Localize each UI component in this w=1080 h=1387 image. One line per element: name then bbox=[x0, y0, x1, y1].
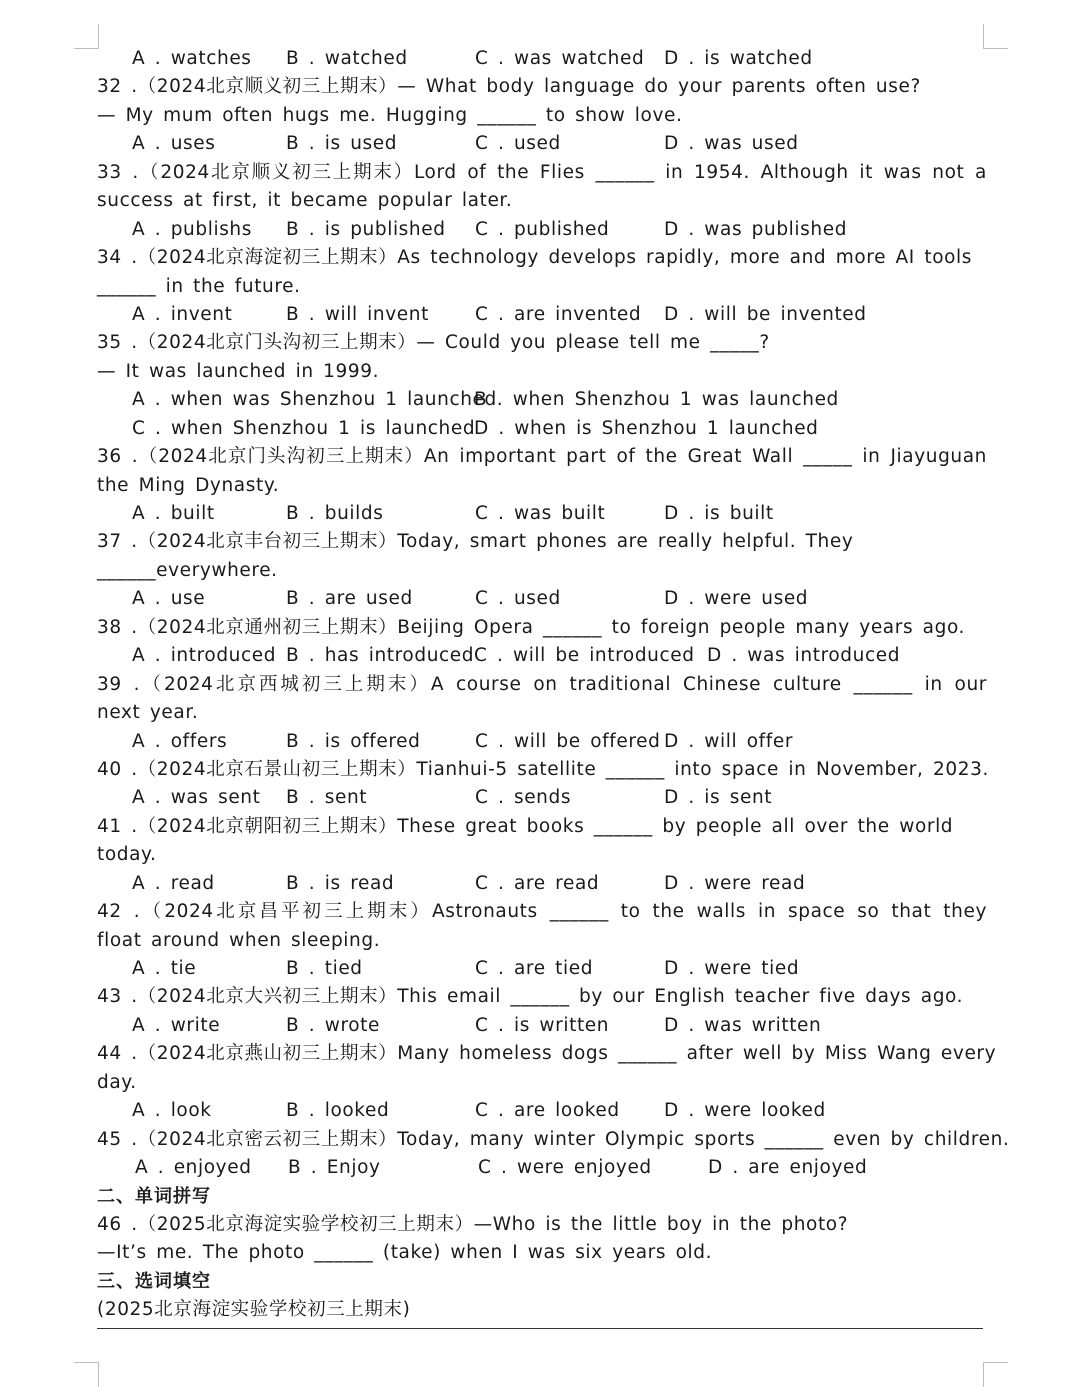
answer-option: D . was used bbox=[664, 133, 799, 155]
answer-options bbox=[97, 130, 987, 158]
answer-option: C . will be introduced bbox=[474, 645, 695, 667]
answer-option: C . are read bbox=[475, 872, 600, 894]
crop-mark-bottom-left bbox=[74, 1362, 99, 1387]
answer-option: B . will invent bbox=[286, 303, 429, 325]
question-text: — It was launched in 1999. bbox=[97, 360, 380, 382]
answer-option: D . will be invented bbox=[664, 303, 867, 325]
answer-options bbox=[97, 642, 987, 670]
answer-option: C . are looked bbox=[475, 1100, 620, 1122]
answer-option: A . use bbox=[132, 588, 206, 610]
crop-mark-bottom-right bbox=[983, 1362, 1008, 1387]
answer-options bbox=[97, 784, 987, 812]
answer-option: A . when was Shenzhou 1 launched bbox=[132, 389, 497, 411]
answer-option: D . is built bbox=[664, 503, 774, 524]
answer-option: B . when Shenzhou 1 was launched bbox=[474, 389, 839, 411]
answer-option: B . builds bbox=[286, 503, 384, 524]
answer-option: B . wrote bbox=[286, 1014, 381, 1036]
document-body bbox=[97, 45, 1010, 1325]
answer-option: A . offers bbox=[132, 730, 228, 752]
answer-options bbox=[97, 728, 987, 756]
question-text: day. bbox=[97, 1071, 137, 1093]
answer-option: A . write bbox=[132, 1014, 221, 1036]
answer-option: C . was watched bbox=[475, 48, 645, 69]
answer-option: C . published bbox=[475, 218, 610, 240]
question-text: 46 .（2025北京海淀实验学校初三上期末）—Who is the little boy in the photo? bbox=[97, 1213, 849, 1235]
answer-option: D . when is Shenzhou 1 launched bbox=[474, 417, 819, 439]
answer-option: C . were enjoyed bbox=[478, 1157, 652, 1179]
answer-option: B . has introduced bbox=[286, 645, 475, 667]
question-text: 41 .（2024北京朝阳初三上期末）These great books ______ by people all over the world bbox=[97, 815, 954, 837]
section-heading: 三、选词填空 bbox=[97, 1270, 211, 1292]
answer-options bbox=[97, 1012, 987, 1040]
question-text: next year. bbox=[97, 702, 199, 724]
question-text: 33 .（2024北京顺义初三上期末）Lord of the Flies ______ in 1954. Although it was not a bbox=[97, 161, 987, 183]
answer-option: A . enjoyed bbox=[135, 1157, 252, 1179]
crop-mark-top-left bbox=[74, 24, 99, 49]
answer-option: A . tie bbox=[132, 958, 197, 979]
question-text: 38 .（2024北京通州初三上期末）Beijing Opera ______ to foreign people many years ago. bbox=[97, 616, 966, 638]
answer-option: A . uses bbox=[132, 133, 216, 155]
question-text: 45 .（2024北京密云初三上期末）Today, many winter Olympic sports ______ even by children. bbox=[97, 1128, 1010, 1150]
answer-option: A . read bbox=[132, 872, 215, 894]
question-text: 36 .（2024北京门头沟初三上期末）An important part of the Great Wall _____ in Jiayuguan bbox=[97, 446, 987, 468]
answer-option: D . was written bbox=[664, 1014, 822, 1036]
answer-options bbox=[97, 45, 987, 73]
answer-options bbox=[97, 500, 987, 528]
question-text: 35 .（2024北京门头沟初三上期末）— Could you please tell me _____? bbox=[97, 332, 770, 354]
answer-option: D . was published bbox=[664, 218, 848, 240]
answer-option: B . watched bbox=[286, 48, 408, 69]
answer-option: B . tied bbox=[286, 958, 363, 979]
question-text: 37 .（2024北京丰台初三上期末）Today, smart phones are really helpful. They bbox=[97, 531, 854, 553]
answer-option: A . built bbox=[132, 503, 215, 524]
question-text: —It’s me. The photo ______ (take) when I was six years old. bbox=[97, 1242, 713, 1264]
answer-options bbox=[97, 1097, 987, 1125]
answer-option: C . are invented bbox=[475, 303, 642, 325]
answer-option: C . was built bbox=[475, 503, 606, 524]
question-text: success at first, it became popular later. bbox=[97, 190, 513, 212]
question-text: today. bbox=[97, 844, 157, 866]
question-text: float around when sleeping. bbox=[97, 929, 381, 951]
answer-option: B . is offered bbox=[286, 730, 421, 752]
answer-options bbox=[97, 955, 987, 983]
answer-option: D . were looked bbox=[664, 1100, 826, 1122]
answer-option: A . introduced bbox=[132, 645, 277, 667]
answer-options bbox=[97, 386, 987, 414]
answer-option: C . when Shenzhou 1 is launched bbox=[132, 417, 476, 439]
answer-options bbox=[97, 585, 987, 613]
question-text: ______everywhere. bbox=[97, 559, 278, 581]
bottom-rule bbox=[97, 1328, 983, 1329]
answer-option: D . were tied bbox=[664, 958, 800, 979]
answer-option: D . is watched bbox=[664, 48, 813, 69]
answer-option: D . is sent bbox=[664, 787, 773, 809]
question-text: 42 .（2024北京昌平初三上期末）Astronauts ______ to the walls in space so that they bbox=[97, 901, 987, 923]
answer-options bbox=[97, 301, 987, 329]
answer-option: A . publishs bbox=[132, 218, 252, 240]
question-text: 34 .（2024北京海淀初三上期末）As technology develops rapidly, more and more AI tools bbox=[97, 247, 973, 269]
answer-option: A . watches bbox=[132, 48, 252, 69]
answer-option: C . is written bbox=[475, 1014, 610, 1036]
answer-option: C . will be offered bbox=[475, 730, 661, 752]
question-text: (2025北京海淀实验学校初三上期末) bbox=[97, 1299, 411, 1321]
section-heading: 二、单词拼写 bbox=[97, 1185, 211, 1207]
question-text: 44 .（2024北京燕山初三上期末）Many homeless dogs ______ after well by Miss Wang every bbox=[97, 1043, 997, 1065]
answer-options bbox=[97, 1154, 987, 1182]
answer-option: B . looked bbox=[286, 1100, 390, 1122]
answer-option: A . invent bbox=[132, 303, 233, 325]
question-text: the Ming Dynasty. bbox=[97, 474, 280, 496]
question-text: — My mum often hugs me. Hugging ______ to show love. bbox=[97, 104, 683, 126]
answer-option: B . is used bbox=[286, 133, 398, 155]
answer-option: C . used bbox=[475, 133, 561, 155]
question-text: 32 .（2024北京顺义初三上期末）— What body language do your parents often use? bbox=[97, 76, 921, 98]
answer-options bbox=[97, 415, 987, 443]
question-text: 39 .（2024北京西城初三上期末）A course on traditional Chinese culture ______ in our bbox=[97, 673, 987, 695]
question-text: ______ in the future. bbox=[97, 275, 301, 297]
answer-option: D . will offer bbox=[664, 730, 794, 752]
answer-option: B . is read bbox=[286, 872, 395, 894]
question-text: 40 .（2024北京石景山初三上期末）Tianhui-5 satellite ______ into space in November, 2023. bbox=[97, 758, 989, 780]
answer-option: B . Enjoy bbox=[288, 1157, 381, 1179]
answer-option: B . are used bbox=[286, 588, 413, 610]
answer-option: A . was sent bbox=[132, 787, 261, 809]
answer-option: C . used bbox=[475, 588, 561, 610]
answer-option: A . look bbox=[132, 1100, 212, 1122]
answer-options bbox=[97, 870, 987, 898]
answer-option: C . are tied bbox=[475, 958, 594, 979]
answer-option: D . were read bbox=[664, 872, 806, 894]
answer-option: B . sent bbox=[286, 787, 368, 809]
answer-option: D . were used bbox=[664, 588, 809, 610]
answer-option: D . was introduced bbox=[707, 645, 901, 667]
answer-options bbox=[97, 216, 987, 244]
answer-option: B . is published bbox=[286, 218, 446, 240]
answer-option: C . sends bbox=[475, 787, 572, 809]
question-text: 43 .（2024北京大兴初三上期末）This email ______ by our English teacher five days ago. bbox=[97, 986, 964, 1008]
answer-option: D . are enjoyed bbox=[708, 1157, 868, 1179]
